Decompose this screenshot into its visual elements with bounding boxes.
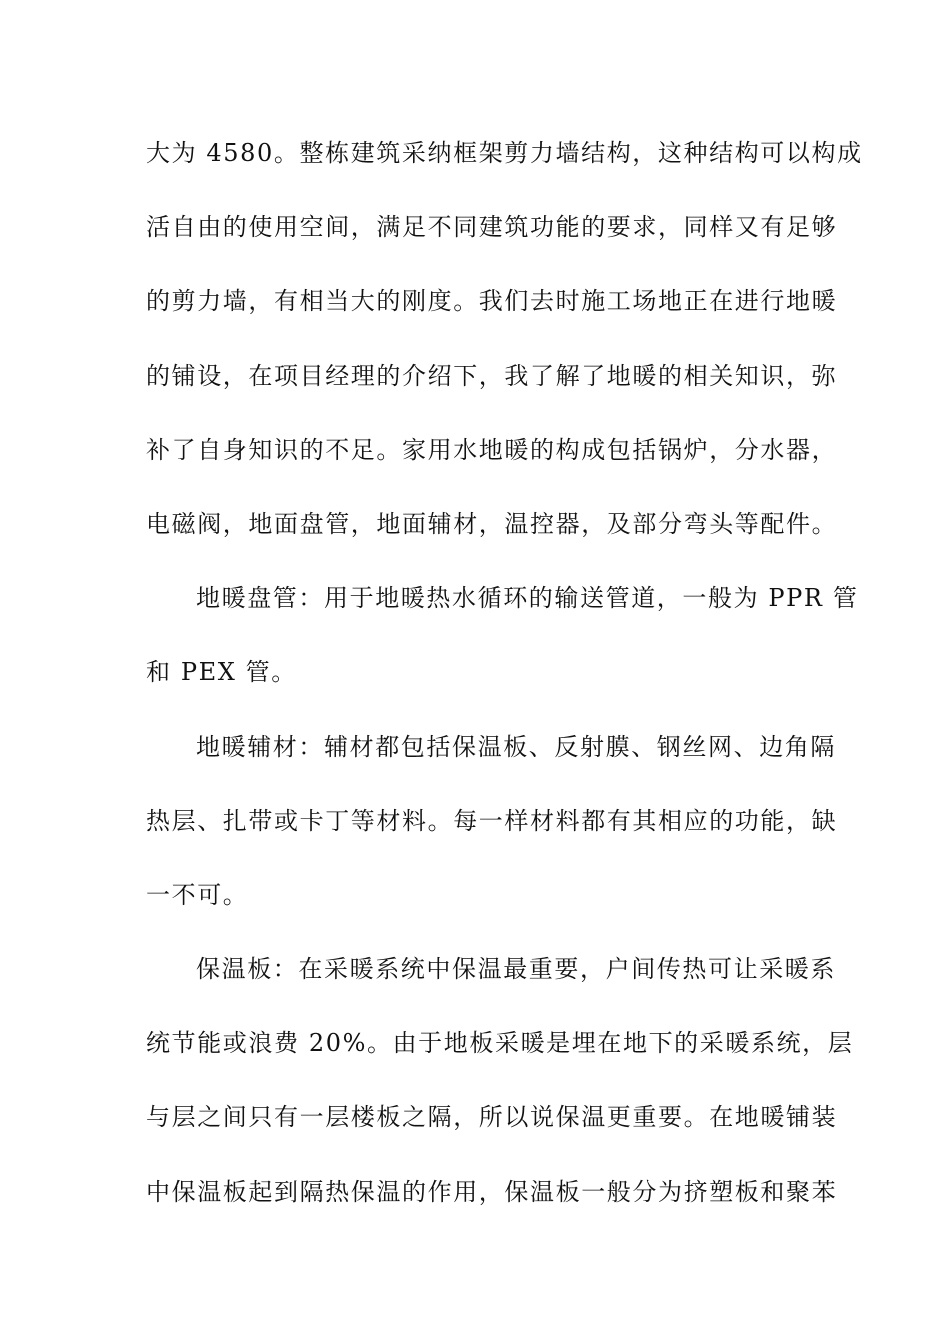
text-line: 一不可。 — [146, 880, 249, 909]
paragraph-first-line: 保温板：在采暖系统中保温最重要，户间传热可让采暖系 — [196, 955, 836, 984]
text-line: 补了自身知识的不足。家用水地暖的构成包括锅炉，分水器， — [146, 435, 838, 464]
text-line: 热层、扎带或卡丁等材料。每一样材料都有其相应的功能，缺 — [146, 806, 838, 835]
text-line: 的铺设，在项目经理的介绍下，我了解了地暖的相关知识，弥 — [146, 361, 838, 390]
text-line: 的剪力墙，有相当大的刚度。我们去时施工场地正在进行地暖 — [146, 287, 838, 316]
text-line: 和 PEX 管。 — [146, 658, 297, 687]
text-line: 电磁阀，地面盘管，地面辅材，温控器，及部分弯头等配件。 — [146, 509, 838, 538]
text-line: 中保温板起到隔热保温的作用，保温板一般分为挤塑板和聚苯 — [146, 1177, 838, 1206]
text-line: 统节能或浪费 20%。由于地板采暖是埋在地下的采暖系统，层 — [146, 1029, 854, 1058]
paragraph-first-line: 地暖盘管：用于地暖热水循环的输送管道，一般为 PPR 管 — [196, 584, 859, 613]
text-line: 活自由的使用空间，满足不同建筑功能的要求，同样又有足够 — [146, 213, 838, 242]
text-line: 与层之间只有一层楼板之隔，所以说保温更重要。在地暖铺装 — [146, 1103, 838, 1132]
text-line: 大为 4580。整栋建筑采纳框架剪力墙结构，这种结构可以构成 — [146, 139, 863, 167]
document-body — [146, 127, 863, 1240]
paragraph-first-line: 地暖辅材：辅材都包括保温板、反射膜、钢丝网、边角隔 — [196, 732, 836, 761]
